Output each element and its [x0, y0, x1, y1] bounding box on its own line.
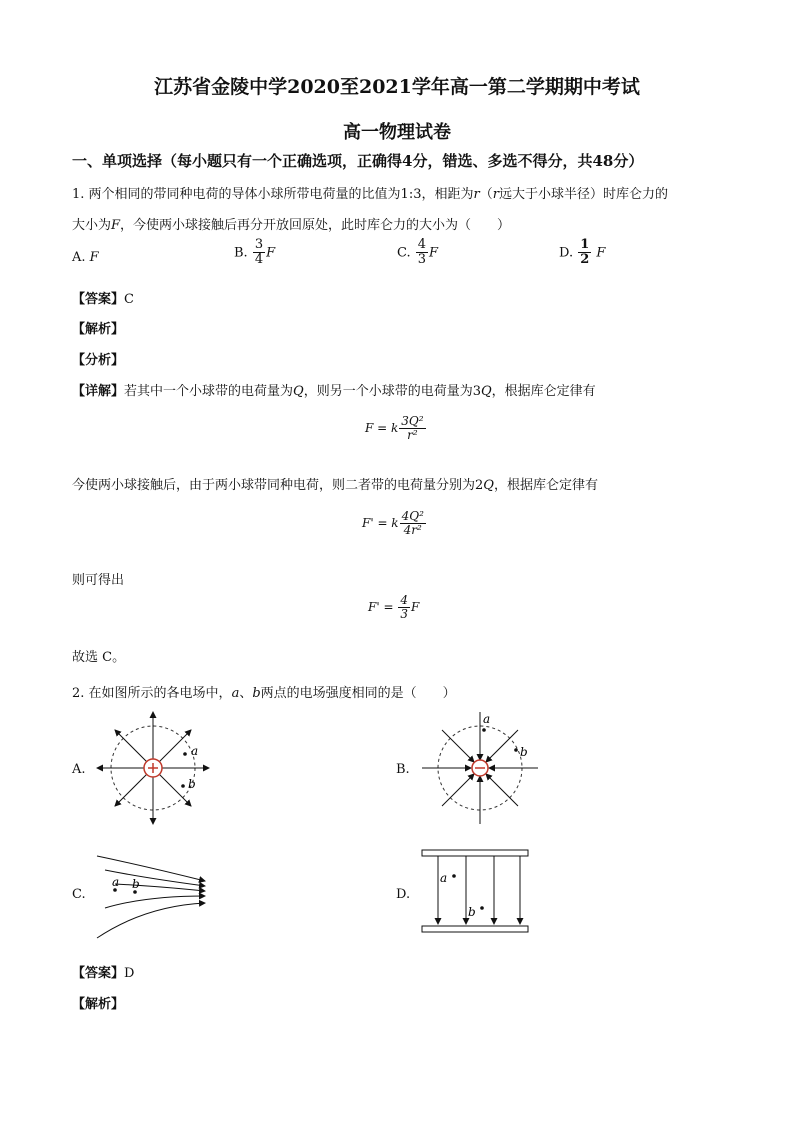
point-a — [183, 752, 187, 756]
q1-line2: 大小为F，今使两小球接触后再分开放回原处，此时库仑力的大小为（ ） — [72, 218, 511, 233]
point-b — [480, 906, 484, 910]
q1-option-d-fraction: $\frac{1}{2}$ — [580, 237, 590, 268]
label-a: a — [440, 871, 448, 885]
q1-option-a[interactable]: A. F — [72, 250, 99, 265]
q1-contact-line: 今使两小球接触后，由于两小球带同种电荷，则二者带的电荷量分别为2Q，根据库仑定律有 — [72, 478, 598, 493]
q1-option-b-fraction: $\frac{3}{4}$ — [254, 237, 264, 268]
q1-analysis-tag: 【解析】 — [72, 322, 125, 337]
q2-number: 2. — [72, 686, 85, 701]
q1-number: 1. — [72, 187, 85, 202]
q1-detail: 【详解】若其中一个小球带的电荷量为Q，则另一个小球带的电荷量为3Q，根据库仑定律有 — [72, 384, 596, 399]
q1-answer: 【答案】C — [72, 292, 134, 307]
equation-3: F' = $\frac{4}{3}$ F — [368, 593, 420, 622]
label-a: a — [191, 744, 199, 758]
point-b — [514, 748, 518, 752]
q2-answer: 【答案】D — [72, 966, 135, 981]
q1-fenxi-tag: 【分析】 — [72, 353, 125, 368]
q1-option-b[interactable]: B. $\frac{3}{4}$ F — [234, 237, 276, 268]
exam-subtitle: 高一物理试卷 — [343, 122, 451, 143]
label-a: a — [112, 875, 120, 889]
q2-analysis-tag: 【解析】 — [72, 997, 125, 1012]
q2-option-d-label[interactable]: D. — [396, 887, 411, 902]
point-b — [181, 784, 185, 788]
equation-1: F = k $\frac{\text{3Q²}}{\text{r²}}$ — [365, 414, 424, 443]
q1-conclusion: 故选 C。 — [72, 650, 126, 665]
label-a: a — [483, 712, 491, 726]
section-heading: 一、单项选择（每小题只有一个正确选项，正确得4分，错选、多选不得分，共48分） — [72, 152, 644, 170]
field-diagram-b[interactable] — [420, 710, 540, 826]
label-b: b — [468, 905, 476, 919]
q2-option-c-label[interactable]: C. — [72, 887, 86, 902]
point-a — [452, 874, 456, 878]
point-a — [482, 728, 486, 732]
q2-question: 2. 在如图所示的各电场中，a、b两点的电场强度相同的是（ ） — [72, 686, 456, 701]
label-b: b — [132, 877, 140, 891]
field-diagram-d[interactable] — [420, 848, 532, 936]
equation-2: F' = k $\frac{\text{4Q²}}{\text{4r²}}$ — [362, 509, 424, 538]
field-diagram-c[interactable] — [95, 836, 210, 946]
q1-option-c[interactable]: C. $\frac{4}{3}$ F — [397, 237, 439, 268]
q1-option-d[interactable]: D. $\frac{1}{2}$ F — [559, 237, 606, 268]
q2-option-a-label[interactable]: A. — [72, 762, 86, 777]
q1-then-line: 则可得出 — [72, 573, 125, 588]
q1-line1: 1. 两个相同的带同种电荷的导体小球所带电荷量的比值为1:3，相距为r（r远大于小球半径）时库仑力的 — [72, 187, 668, 202]
field-diagram-a[interactable] — [95, 710, 215, 826]
q2-option-b-label[interactable]: B. — [396, 762, 410, 777]
label-b: b — [520, 745, 528, 759]
exam-title: 江苏省金陵中学2020至2021学年高一第二学期期中考试 — [154, 76, 640, 98]
q1-option-c-fraction: $\frac{4}{3}$ — [417, 237, 427, 268]
label-b: b — [188, 777, 196, 791]
